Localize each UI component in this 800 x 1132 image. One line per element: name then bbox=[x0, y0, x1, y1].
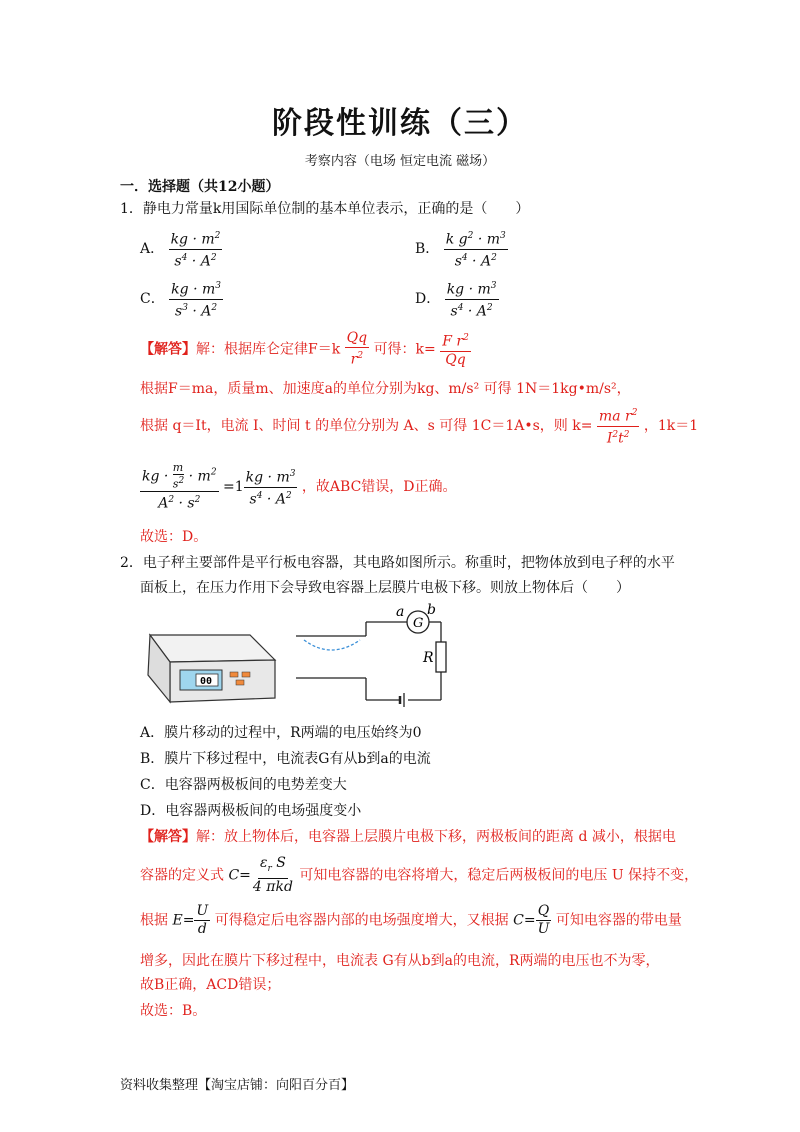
q2-option-a: A．膜片移动的过程中，R两端的电压始终为0 bbox=[140, 725, 422, 741]
section-heading: 一．选择题（共12小题） bbox=[120, 179, 280, 195]
q1-result-formula: $\frac{kg \cdot m^3}{s^4 \cdot A^2}$ bbox=[244, 466, 298, 508]
q1-answer-label: 【解答】 bbox=[140, 341, 196, 358]
q2-field-formula: $\frac{U}{d}$ bbox=[196, 903, 209, 937]
q2-answer-line2: 容器的定义式 C= $\frac{\varepsilon_r S}{\text{4 πkd}}$ 可知电容器的电容将增大，稳定后两极板间的电压 U 保持不变， bbox=[140, 855, 699, 895]
resistor-symbol bbox=[436, 642, 446, 672]
q2-answer-final: 故选：B。 bbox=[140, 1003, 207, 1019]
q2-capacitance-formula: $\frac{\varepsilon_r S}{\text{4 πkd}}$ bbox=[252, 855, 293, 895]
scale-display-text: 00 bbox=[200, 676, 213, 687]
q2-option-b: B．膜片下移过程中，电流表G有从b到a的电流 bbox=[140, 751, 431, 767]
q1-option-a-formula: $\frac{kg \cdot m^2}{s^4 \cdot A^2}$ bbox=[169, 228, 223, 270]
q2-answer-label: 【解答】 bbox=[140, 829, 196, 845]
q1-option-a bbox=[140, 228, 222, 270]
q1-option-c bbox=[140, 278, 223, 320]
q1-answer-line1 bbox=[140, 330, 471, 369]
q2-option-d: D．电容器两极板间的电场强度变小 bbox=[140, 803, 362, 819]
q1-k-units-formula: $\frac{ma r^2}{I^2t^2}$ bbox=[597, 405, 640, 447]
q1-option-d-label: D． bbox=[415, 291, 441, 308]
q1-k-formula: $\frac{F r^2}{Qq}$ bbox=[440, 330, 471, 369]
q2-answer-text: 容器的定义式 bbox=[140, 867, 224, 884]
q1-answer-final: 故选：D。 bbox=[140, 529, 208, 545]
q1-option-b bbox=[415, 228, 508, 270]
circuit-label-r: R bbox=[423, 650, 434, 666]
q2-answer-text: 可知电容器的电容将增大，稳定后两极板间的电压 U 保持不变， bbox=[299, 867, 699, 884]
q2-answer-text: 解：放上物体后，电容器上层膜片电极下移，两极板间的距离 d 减小，根据电 bbox=[196, 829, 676, 845]
circuit-label-g: G bbox=[413, 616, 424, 631]
q1-option-b-label: B． bbox=[415, 241, 440, 258]
circuit-diagram bbox=[296, 600, 456, 710]
q1-option-c-label: C． bbox=[140, 291, 165, 308]
q1-unit-derivation: kg · $\frac{m}{s^2}$ · $m^2$ $A^2 \cdot s^2$ bbox=[142, 461, 217, 512]
q1-option-b-formula: $\frac{k g^2 \cdot m^3}{s^4 \cdot A^2}$ bbox=[444, 228, 508, 270]
q1-answer-line4: kg · $\frac{m}{s^2}$ · $m^2$ $A^2 \cdot s^2$ =1 $\frac{kg \cdot m^3}{s^4 \cdot A^2}$ ，故ABC错误，D正确。 bbox=[142, 461, 457, 512]
q1-option-c-formula: $\frac{kg \cdot m^3}{s^3 \cdot A^2}$ bbox=[169, 278, 223, 320]
q1-option-a-label: A． bbox=[140, 241, 165, 258]
q2-charge-formula: $\frac{Q}{U}$ bbox=[537, 903, 550, 937]
q2-stem-line1: 2．电子秤主要部件是平行板电容器，其电路如图所示。称重时，把物体放到电子秤的水平 bbox=[120, 555, 675, 571]
q1-option-d-formula: $\frac{kg \cdot m^3}{s^4 \cdot A^2}$ bbox=[445, 278, 499, 320]
page-title: 阶段性训练（三） bbox=[272, 106, 528, 141]
circuit-label-a: a bbox=[396, 604, 405, 620]
circuit-label-b: b bbox=[427, 602, 436, 618]
q2-stem-line2: 面板上，在压力作用下会导致电容器上层膜片电极下移。则放上物体后（ ） bbox=[140, 580, 630, 596]
q2-option-c: C．电容器两极板间的电势差变大 bbox=[140, 777, 347, 793]
q2-answer-line5: 故B正确，ACD错误； bbox=[140, 977, 281, 993]
page-footer: 资料收集整理【淘宝店铺：向阳百分百】 bbox=[120, 1078, 355, 1093]
q2-answer-line4: 增多，因此在膜片下移过程中，电流表 G有从b到a的电流，R两端的电压也不为零， bbox=[140, 953, 660, 969]
page-subtitle: 考察内容（电场 恒定电流 磁场） bbox=[304, 154, 496, 169]
q1-answer-line3 bbox=[140, 405, 698, 447]
q1-answer-text: 解：根据库仑定律F＝k bbox=[196, 341, 341, 358]
q2-answer-line1 bbox=[140, 826, 676, 846]
q1-answer-text: 可得：k= bbox=[373, 341, 436, 358]
q2-answer-text: 可知电容器的带电量 bbox=[555, 912, 682, 929]
q1-answer-line2: 根据F＝ma，质量m、加速度a的单位分别为kg、m/s² 可得 1N＝1kg•m/s²， bbox=[140, 381, 631, 397]
q1-stem: 1．静电力常量k用国际单位制的基本单位表示，正确的是（ ） bbox=[120, 201, 530, 217]
q2-answer-line3: 根据 E= $\frac{U}{d}$ 可得稳定后电容器内部的电场强度增大，又根据 C= $\frac{Q}{U}$ 可知电容器的带电量 bbox=[140, 903, 682, 937]
q2-answer-text: 根据 bbox=[140, 912, 168, 929]
q1-answer-text: ，1k＝1 bbox=[643, 418, 699, 435]
q1-coulomb-formula: $\frac{Qq}{r^2}$ bbox=[346, 330, 368, 368]
q2-answer-text: 可得稳定后电容器内部的电场强度增大，又根据 bbox=[214, 912, 509, 929]
q1-answer-text: 根据 q＝It，电流 I、时间 t 的单位分别为 A、s 可得 1C＝1A•s，则 k= bbox=[140, 418, 593, 435]
q1-option-d bbox=[415, 278, 499, 320]
q1-answer-text: ，故ABC错误，D正确。 bbox=[301, 479, 457, 496]
electronic-scale-illustration bbox=[140, 630, 280, 710]
